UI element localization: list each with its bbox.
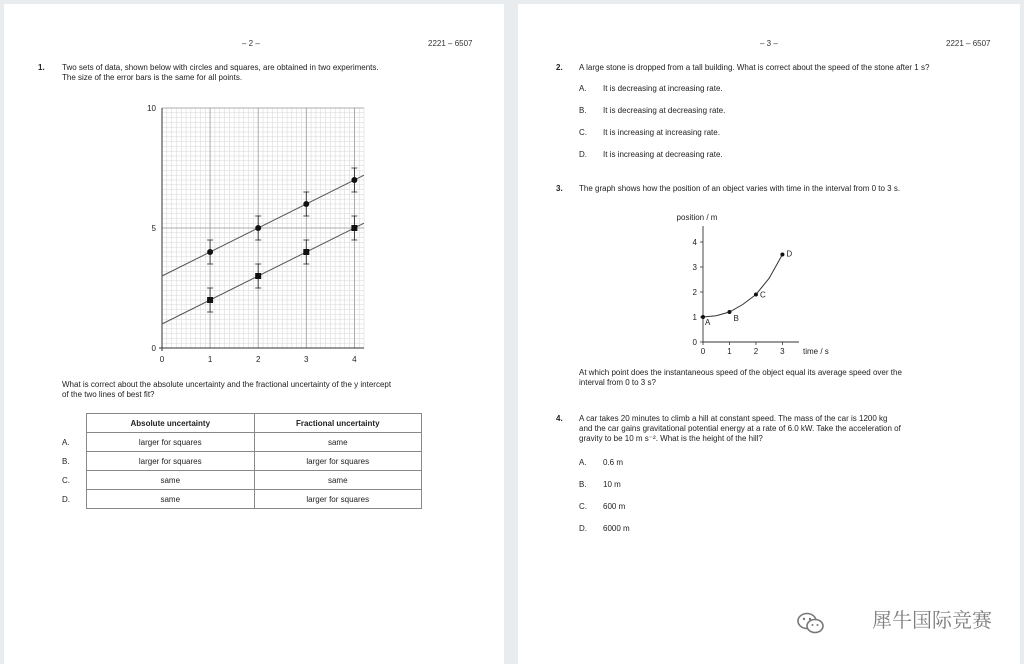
table-row[interactable] (87, 490, 422, 509)
option-letter[interactable]: C. (62, 476, 70, 485)
curve-point (727, 310, 731, 314)
question-text-line: At which point does the instantaneous speed of the object equal its average speed over the (579, 368, 902, 377)
y-tick-label: 2 (692, 288, 697, 297)
x-tick-label: 0 (700, 347, 706, 354)
question-text-line: What is correct about the absolute uncertainty and the fractional uncertainty of the y intercept (62, 380, 392, 389)
circle-data-point (255, 225, 261, 231)
option-letter[interactable]: A. (579, 84, 587, 93)
x-tick-label: 1 (207, 355, 213, 364)
point-label: C (759, 290, 766, 300)
table-row[interactable] (87, 433, 422, 452)
x-tick-label: 1 (727, 347, 732, 354)
question-text-line: A car takes 20 minutes to climb a hill at constant speed. The mass of the car is 1200 kg (579, 414, 888, 423)
question-prompt (579, 368, 1009, 388)
y-tick-label: 4 (692, 238, 697, 247)
paper-code: 2221 – 6507 (946, 39, 991, 48)
page-number: – 2 – (242, 39, 260, 48)
error-bar-graph (134, 96, 374, 366)
question-number: 3. (556, 184, 563, 193)
question-text-line: and the car gains gravitational potential energy at a rate of 6.0 kW. Take the acceleration of (579, 424, 901, 433)
curve-point (754, 293, 758, 297)
curve-point (780, 253, 784, 257)
option-text[interactable]: It is decreasing at decreasing rate. (603, 106, 726, 115)
question-number: 4. (556, 414, 563, 423)
position-time-graph (668, 204, 868, 354)
table-cell: same (87, 471, 255, 490)
question-stem (579, 414, 1009, 444)
question-text-line: of the two lines of best fit? (62, 390, 155, 399)
option-letter[interactable]: B. (579, 480, 587, 489)
question-text-line: gravity to be 10 m s⁻². What is the height of the hill? (579, 434, 763, 443)
option-text[interactable]: 0.6 m (603, 458, 624, 467)
circle-data-point (303, 201, 309, 207)
y-tick-label: 1 (692, 313, 697, 322)
option-letter[interactable]: B. (62, 457, 70, 466)
square-data-point (207, 297, 213, 303)
option-text[interactable]: 600 m (603, 502, 626, 511)
paper-code: 2221 – 6507 (428, 39, 473, 48)
table-cell: larger for squares (254, 490, 422, 509)
option-letter[interactable]: D. (579, 524, 587, 533)
circle-data-point (351, 177, 357, 183)
table-header: Absolute uncertainty (87, 414, 255, 433)
option-letter[interactable]: C. (579, 502, 587, 511)
option-text[interactable]: 10 m (603, 480, 621, 489)
x-axis-label: time / s (803, 347, 829, 354)
square-data-point (255, 273, 261, 279)
option-text[interactable]: It is increasing at increasing rate. (603, 128, 720, 137)
option-letter[interactable]: A. (579, 458, 587, 467)
option-letter[interactable]: A. (62, 438, 70, 447)
option-text[interactable]: It is decreasing at increasing rate. (603, 84, 723, 93)
option-text[interactable]: 6000 m (603, 524, 630, 533)
table-header: Fractional uncertainty (254, 414, 422, 433)
x-tick-label: 3 (304, 355, 309, 364)
table-row[interactable] (87, 452, 422, 471)
square-data-point (303, 249, 309, 255)
option-text[interactable]: It is increasing at decreasing rate. (603, 150, 723, 159)
position-curve (703, 255, 782, 318)
table-cell: larger for squares (87, 452, 255, 471)
wechat-icon (796, 611, 826, 635)
point-label: A (705, 318, 711, 327)
x-tick-label: 3 (780, 347, 785, 354)
question-number: 1. (38, 63, 45, 72)
watermark-text: 犀牛国际竞赛 (872, 608, 992, 632)
question-text-line: interval from 0 to 3 s? (579, 378, 656, 387)
option-letter[interactable]: B. (579, 106, 587, 115)
table-cell: same (254, 471, 422, 490)
table-cell: same (87, 490, 255, 509)
point-label: D (786, 249, 793, 259)
x-tick-label: 2 (255, 355, 261, 364)
point-label: B (733, 314, 739, 323)
question-text: The graph shows how the position of an object varies with time in the interval from 0 to 3 s. (579, 184, 901, 193)
y-tick-label: 0 (692, 338, 697, 347)
table-cell: same (254, 433, 422, 452)
y-tick-label: 10 (147, 104, 156, 113)
x-tick-label: 0 (159, 355, 165, 364)
circle-data-point (207, 249, 213, 255)
table-cell: larger for squares (254, 452, 422, 471)
page-number: – 3 – (760, 39, 778, 48)
option-letter[interactable]: D. (579, 150, 587, 159)
y-tick-label: 0 (151, 344, 156, 353)
option-letter[interactable]: D. (62, 495, 70, 504)
exam-page-right (518, 4, 1020, 664)
question-stem (62, 63, 492, 83)
y-axis-label: position / m (676, 213, 718, 222)
y-tick-label: 5 (151, 224, 156, 233)
option-letter[interactable]: C. (579, 128, 587, 137)
question-text: A large stone is dropped from a tall building. What is correct about the speed of the stone after 1 s? (579, 63, 930, 72)
question-number: 2. (556, 63, 563, 72)
y-tick-label: 3 (692, 263, 697, 272)
table-row[interactable] (87, 471, 422, 490)
question-text-line: The size of the error bars is the same for all points. (62, 73, 243, 82)
question-prompt (62, 380, 492, 400)
x-tick-label: 2 (753, 347, 759, 354)
x-tick-label: 4 (352, 355, 357, 364)
table-cell: larger for squares (87, 433, 255, 452)
question-text-line: Two sets of data, shown below with circles and squares, are obtained in two experiments. (62, 63, 379, 72)
answer-table (86, 413, 422, 509)
exam-page-left (4, 4, 504, 664)
square-data-point (351, 225, 357, 231)
